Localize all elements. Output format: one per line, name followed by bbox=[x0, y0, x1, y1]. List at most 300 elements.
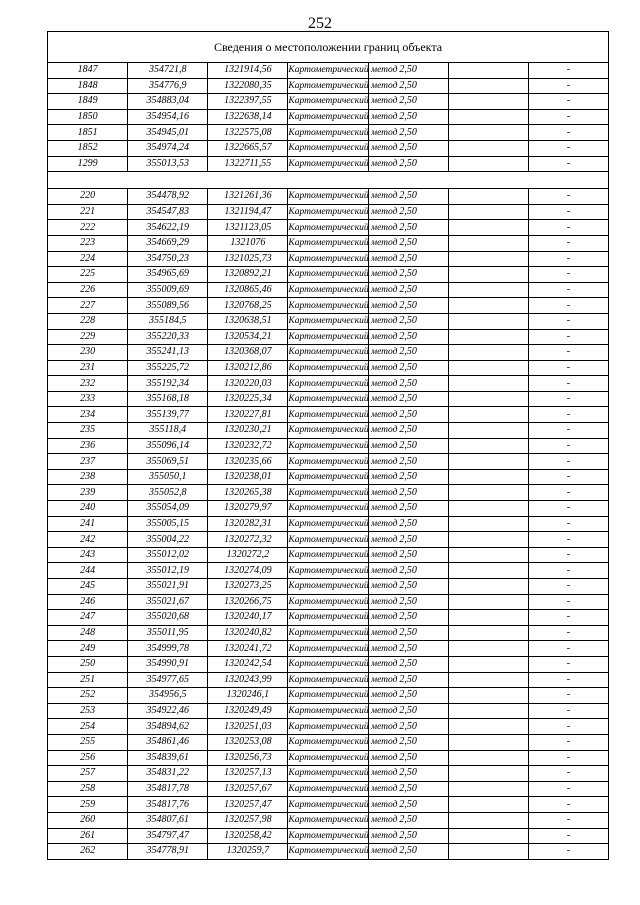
x-coordinate-cell: 355225,72 bbox=[128, 360, 208, 376]
y-coordinate-cell: 1320220,03 bbox=[208, 376, 288, 392]
table-row bbox=[48, 156, 609, 172]
point-number-cell: 240 bbox=[48, 501, 128, 517]
description-cell bbox=[448, 797, 528, 813]
method-cell: Картометрический метод bbox=[288, 251, 368, 267]
description-cell bbox=[448, 719, 528, 735]
accuracy-cell: 2,50 bbox=[368, 812, 448, 828]
point-number-cell: 253 bbox=[48, 703, 128, 719]
method-cell: Картометрический метод bbox=[288, 454, 368, 470]
y-coordinate-cell: 1320865,46 bbox=[208, 282, 288, 298]
accuracy-cell: 2,50 bbox=[368, 703, 448, 719]
accuracy-cell: 2,50 bbox=[368, 94, 448, 110]
method-cell: Картометрический метод bbox=[288, 423, 368, 439]
point-number-cell: 249 bbox=[48, 641, 128, 657]
method-cell: Картометрический метод bbox=[288, 812, 368, 828]
note-cell: - bbox=[528, 235, 608, 251]
table-header-row bbox=[48, 32, 609, 63]
description-cell bbox=[448, 329, 528, 345]
note-cell: - bbox=[528, 189, 608, 205]
table-row bbox=[48, 94, 609, 110]
accuracy-cell: 2,50 bbox=[368, 156, 448, 172]
note-cell: - bbox=[528, 298, 608, 314]
method-cell: Картометрический метод bbox=[288, 501, 368, 517]
point-number-cell: 1849 bbox=[48, 94, 128, 110]
note-cell: - bbox=[528, 672, 608, 688]
y-coordinate-cell: 1320212,86 bbox=[208, 360, 288, 376]
note-cell: - bbox=[528, 454, 608, 470]
method-cell: Картометрический метод bbox=[288, 563, 368, 579]
description-cell bbox=[448, 828, 528, 844]
description-cell bbox=[448, 501, 528, 517]
accuracy-cell: 2,50 bbox=[368, 125, 448, 141]
method-cell: Картометрический метод bbox=[288, 750, 368, 766]
accuracy-cell: 2,50 bbox=[368, 766, 448, 782]
point-number-cell: 228 bbox=[48, 313, 128, 329]
y-coordinate-cell: 1320225,34 bbox=[208, 391, 288, 407]
accuracy-cell: 2,50 bbox=[368, 140, 448, 156]
point-number-cell: 227 bbox=[48, 298, 128, 314]
point-number-cell: 237 bbox=[48, 454, 128, 470]
note-cell: - bbox=[528, 703, 608, 719]
method-cell: Картометрический метод bbox=[288, 156, 368, 172]
note-cell: - bbox=[528, 94, 608, 110]
x-coordinate-cell: 355096,14 bbox=[128, 438, 208, 454]
y-coordinate-cell: 1320240,82 bbox=[208, 625, 288, 641]
point-number-cell: 1850 bbox=[48, 109, 128, 125]
method-cell: Картометрический метод bbox=[288, 594, 368, 610]
y-coordinate-cell: 1322397,55 bbox=[208, 94, 288, 110]
accuracy-cell: 2,50 bbox=[368, 423, 448, 439]
accuracy-cell: 2,50 bbox=[368, 828, 448, 844]
method-cell: Картометрический метод bbox=[288, 688, 368, 704]
table-row bbox=[48, 469, 609, 485]
description-cell bbox=[448, 235, 528, 251]
table-row bbox=[48, 781, 609, 797]
accuracy-cell: 2,50 bbox=[368, 329, 448, 345]
note-cell: - bbox=[528, 313, 608, 329]
note-cell: - bbox=[528, 109, 608, 125]
x-coordinate-cell: 354622,19 bbox=[128, 220, 208, 236]
x-coordinate-cell: 355005,15 bbox=[128, 516, 208, 532]
method-cell: Картометрический метод bbox=[288, 189, 368, 205]
description-cell bbox=[448, 360, 528, 376]
y-coordinate-cell: 1322080,35 bbox=[208, 78, 288, 94]
accuracy-cell: 2,50 bbox=[368, 391, 448, 407]
method-cell: Картометрический метод bbox=[288, 625, 368, 641]
method-cell: Картометрический метод bbox=[288, 125, 368, 141]
note-cell: - bbox=[528, 423, 608, 439]
description-cell bbox=[448, 594, 528, 610]
y-coordinate-cell: 1320256,73 bbox=[208, 750, 288, 766]
description-cell bbox=[448, 78, 528, 94]
boundary-table-body bbox=[48, 32, 609, 860]
accuracy-cell: 2,50 bbox=[368, 797, 448, 813]
x-coordinate-cell: 354839,61 bbox=[128, 750, 208, 766]
point-number-cell: 252 bbox=[48, 688, 128, 704]
table-row bbox=[48, 703, 609, 719]
method-cell: Картометрический метод bbox=[288, 579, 368, 595]
description-cell bbox=[448, 812, 528, 828]
description-cell bbox=[448, 610, 528, 626]
y-coordinate-cell: 1320243,99 bbox=[208, 672, 288, 688]
method-cell: Картометрический метод bbox=[288, 204, 368, 220]
point-number-cell: 1847 bbox=[48, 63, 128, 79]
y-coordinate-cell: 1320368,07 bbox=[208, 345, 288, 361]
description-cell bbox=[448, 454, 528, 470]
description-cell bbox=[448, 579, 528, 595]
note-cell: - bbox=[528, 766, 608, 782]
note-cell: - bbox=[528, 282, 608, 298]
note-cell: - bbox=[528, 734, 608, 750]
x-coordinate-cell: 355192,34 bbox=[128, 376, 208, 392]
y-coordinate-cell: 1320892,21 bbox=[208, 267, 288, 283]
accuracy-cell: 2,50 bbox=[368, 563, 448, 579]
note-cell: - bbox=[528, 828, 608, 844]
note-cell: - bbox=[528, 563, 608, 579]
note-cell: - bbox=[528, 360, 608, 376]
y-coordinate-cell: 1320258,42 bbox=[208, 828, 288, 844]
point-number-cell: 244 bbox=[48, 563, 128, 579]
accuracy-cell: 2,50 bbox=[368, 656, 448, 672]
y-coordinate-cell: 1320259,7 bbox=[208, 844, 288, 860]
note-cell: - bbox=[528, 376, 608, 392]
table-row bbox=[48, 360, 609, 376]
accuracy-cell: 2,50 bbox=[368, 734, 448, 750]
method-cell: Картометрический метод bbox=[288, 78, 368, 94]
x-coordinate-cell: 355009,69 bbox=[128, 282, 208, 298]
point-number-cell: 260 bbox=[48, 812, 128, 828]
description-cell bbox=[448, 532, 528, 548]
table-title: Сведения о местоположении границ объекта bbox=[48, 32, 609, 63]
table-row bbox=[48, 329, 609, 345]
note-cell: - bbox=[528, 156, 608, 172]
table-row bbox=[48, 750, 609, 766]
accuracy-cell: 2,50 bbox=[368, 501, 448, 517]
note-cell: - bbox=[528, 797, 608, 813]
method-cell: Картометрический метод bbox=[288, 641, 368, 657]
y-coordinate-cell: 1322665,57 bbox=[208, 140, 288, 156]
x-coordinate-cell: 354990,91 bbox=[128, 656, 208, 672]
note-cell: - bbox=[528, 140, 608, 156]
method-cell: Картометрический метод bbox=[288, 109, 368, 125]
accuracy-cell: 2,50 bbox=[368, 345, 448, 361]
point-number-cell: 259 bbox=[48, 797, 128, 813]
point-number-cell: 256 bbox=[48, 750, 128, 766]
x-coordinate-cell: 355013,53 bbox=[128, 156, 208, 172]
y-coordinate-cell: 1320257,67 bbox=[208, 781, 288, 797]
description-cell bbox=[448, 516, 528, 532]
note-cell: - bbox=[528, 501, 608, 517]
description-cell bbox=[448, 641, 528, 657]
y-coordinate-cell: 1320227,81 bbox=[208, 407, 288, 423]
table-row bbox=[48, 140, 609, 156]
x-coordinate-cell: 354750,23 bbox=[128, 251, 208, 267]
page-number: 252 bbox=[308, 15, 332, 32]
y-coordinate-cell: 1320235,66 bbox=[208, 454, 288, 470]
method-cell: Картометрический метод bbox=[288, 703, 368, 719]
note-cell: - bbox=[528, 516, 608, 532]
method-cell: Картометрический метод bbox=[288, 656, 368, 672]
note-cell: - bbox=[528, 547, 608, 563]
x-coordinate-cell: 354478,92 bbox=[128, 189, 208, 205]
x-coordinate-cell: 355054,09 bbox=[128, 501, 208, 517]
method-cell: Картометрический метод bbox=[288, 235, 368, 251]
y-coordinate-cell: 1320257,13 bbox=[208, 766, 288, 782]
note-cell: - bbox=[528, 532, 608, 548]
y-coordinate-cell: 1320257,47 bbox=[208, 797, 288, 813]
point-number-cell: 221 bbox=[48, 204, 128, 220]
point-number-cell: 248 bbox=[48, 625, 128, 641]
y-coordinate-cell: 1320246,1 bbox=[208, 688, 288, 704]
method-cell: Картометрический метод bbox=[288, 719, 368, 735]
accuracy-cell: 2,50 bbox=[368, 844, 448, 860]
x-coordinate-cell: 355241,13 bbox=[128, 345, 208, 361]
accuracy-cell: 2,50 bbox=[368, 781, 448, 797]
accuracy-cell: 2,50 bbox=[368, 189, 448, 205]
x-coordinate-cell: 354807,61 bbox=[128, 812, 208, 828]
accuracy-cell: 2,50 bbox=[368, 282, 448, 298]
table-row bbox=[48, 220, 609, 236]
accuracy-cell: 2,50 bbox=[368, 672, 448, 688]
point-number-cell: 222 bbox=[48, 220, 128, 236]
table-row bbox=[48, 438, 609, 454]
method-cell: Картометрический метод bbox=[288, 282, 368, 298]
method-cell: Картометрический метод bbox=[288, 376, 368, 392]
description-cell bbox=[448, 688, 528, 704]
table-row bbox=[48, 719, 609, 735]
note-cell: - bbox=[528, 469, 608, 485]
table-row bbox=[48, 345, 609, 361]
table-row bbox=[48, 812, 609, 828]
description-cell bbox=[448, 251, 528, 267]
method-cell: Картометрический метод bbox=[288, 313, 368, 329]
y-coordinate-cell: 1320534,21 bbox=[208, 329, 288, 345]
table-row bbox=[48, 641, 609, 657]
note-cell: - bbox=[528, 63, 608, 79]
point-number-cell: 229 bbox=[48, 329, 128, 345]
table-row bbox=[48, 516, 609, 532]
description-cell bbox=[448, 563, 528, 579]
note-cell: - bbox=[528, 781, 608, 797]
accuracy-cell: 2,50 bbox=[368, 610, 448, 626]
method-cell: Картометрический метод bbox=[288, 329, 368, 345]
table-row bbox=[48, 109, 609, 125]
description-cell bbox=[448, 204, 528, 220]
table-row bbox=[48, 688, 609, 704]
table-row bbox=[48, 547, 609, 563]
point-number-cell: 242 bbox=[48, 532, 128, 548]
note-cell: - bbox=[528, 688, 608, 704]
x-coordinate-cell: 354831,22 bbox=[128, 766, 208, 782]
accuracy-cell: 2,50 bbox=[368, 438, 448, 454]
method-cell: Картометрический метод bbox=[288, 797, 368, 813]
x-coordinate-cell: 354922,46 bbox=[128, 703, 208, 719]
x-coordinate-cell: 354721,8 bbox=[128, 63, 208, 79]
y-coordinate-cell: 1321914,56 bbox=[208, 63, 288, 79]
accuracy-cell: 2,50 bbox=[368, 750, 448, 766]
note-cell: - bbox=[528, 641, 608, 657]
point-number-cell: 223 bbox=[48, 235, 128, 251]
note-cell: - bbox=[528, 750, 608, 766]
note-cell: - bbox=[528, 844, 608, 860]
accuracy-cell: 2,50 bbox=[368, 532, 448, 548]
accuracy-cell: 2,50 bbox=[368, 547, 448, 563]
method-cell: Картометрический метод bbox=[288, 485, 368, 501]
method-cell: Картометрический метод bbox=[288, 766, 368, 782]
description-cell bbox=[448, 220, 528, 236]
point-number-cell: 224 bbox=[48, 251, 128, 267]
table-row bbox=[48, 594, 609, 610]
x-coordinate-cell: 355118,4 bbox=[128, 423, 208, 439]
y-coordinate-cell: 1320238,01 bbox=[208, 469, 288, 485]
description-cell bbox=[448, 844, 528, 860]
point-number-cell: 241 bbox=[48, 516, 128, 532]
point-number-cell: 261 bbox=[48, 828, 128, 844]
description-cell bbox=[448, 376, 528, 392]
y-coordinate-cell: 1320230,21 bbox=[208, 423, 288, 439]
x-coordinate-cell: 354547,83 bbox=[128, 204, 208, 220]
description-cell bbox=[448, 140, 528, 156]
accuracy-cell: 2,50 bbox=[368, 235, 448, 251]
y-coordinate-cell: 1320242,54 bbox=[208, 656, 288, 672]
point-number-cell: 243 bbox=[48, 547, 128, 563]
section-separator-row bbox=[48, 172, 609, 189]
y-coordinate-cell: 1320768,25 bbox=[208, 298, 288, 314]
note-cell: - bbox=[528, 267, 608, 283]
table-row bbox=[48, 844, 609, 860]
point-number-cell: 254 bbox=[48, 719, 128, 735]
x-coordinate-cell: 355052,8 bbox=[128, 485, 208, 501]
point-number-cell: 250 bbox=[48, 656, 128, 672]
table-row bbox=[48, 125, 609, 141]
y-coordinate-cell: 1320253,08 bbox=[208, 734, 288, 750]
method-cell: Картометрический метод bbox=[288, 391, 368, 407]
y-coordinate-cell: 1320638,51 bbox=[208, 313, 288, 329]
accuracy-cell: 2,50 bbox=[368, 407, 448, 423]
x-coordinate-cell: 355168,18 bbox=[128, 391, 208, 407]
point-number-cell: 1299 bbox=[48, 156, 128, 172]
description-cell bbox=[448, 282, 528, 298]
x-coordinate-cell: 354974,24 bbox=[128, 140, 208, 156]
description-cell bbox=[448, 781, 528, 797]
method-cell: Картометрический метод bbox=[288, 94, 368, 110]
table-row bbox=[48, 610, 609, 626]
y-coordinate-cell: 1321076 bbox=[208, 235, 288, 251]
description-cell bbox=[448, 672, 528, 688]
accuracy-cell: 2,50 bbox=[368, 220, 448, 236]
note-cell: - bbox=[528, 220, 608, 236]
x-coordinate-cell: 354956,5 bbox=[128, 688, 208, 704]
accuracy-cell: 2,50 bbox=[368, 516, 448, 532]
y-coordinate-cell: 1320282,31 bbox=[208, 516, 288, 532]
y-coordinate-cell: 1320274,09 bbox=[208, 563, 288, 579]
method-cell: Картометрический метод bbox=[288, 140, 368, 156]
description-cell bbox=[448, 94, 528, 110]
accuracy-cell: 2,50 bbox=[368, 376, 448, 392]
method-cell: Картометрический метод bbox=[288, 63, 368, 79]
table-row bbox=[48, 828, 609, 844]
x-coordinate-cell: 354977,65 bbox=[128, 672, 208, 688]
y-coordinate-cell: 1320257,98 bbox=[208, 812, 288, 828]
x-coordinate-cell: 355069,51 bbox=[128, 454, 208, 470]
y-coordinate-cell: 1322711,55 bbox=[208, 156, 288, 172]
point-number-cell: 232 bbox=[48, 376, 128, 392]
description-cell bbox=[448, 267, 528, 283]
method-cell: Картометрический метод bbox=[288, 298, 368, 314]
point-number-cell: 230 bbox=[48, 345, 128, 361]
point-number-cell: 236 bbox=[48, 438, 128, 454]
y-coordinate-cell: 1320232,72 bbox=[208, 438, 288, 454]
accuracy-cell: 2,50 bbox=[368, 625, 448, 641]
description-cell bbox=[448, 63, 528, 79]
point-number-cell: 1852 bbox=[48, 140, 128, 156]
description-cell bbox=[448, 125, 528, 141]
x-coordinate-cell: 354945,01 bbox=[128, 125, 208, 141]
table-row bbox=[48, 423, 609, 439]
method-cell: Картометрический метод bbox=[288, 547, 368, 563]
x-coordinate-cell: 355012,02 bbox=[128, 547, 208, 563]
y-coordinate-cell: 1322638,14 bbox=[208, 109, 288, 125]
note-cell: - bbox=[528, 125, 608, 141]
method-cell: Картометрический метод bbox=[288, 438, 368, 454]
x-coordinate-cell: 355004,22 bbox=[128, 532, 208, 548]
note-cell: - bbox=[528, 812, 608, 828]
x-coordinate-cell: 354778,91 bbox=[128, 844, 208, 860]
point-number-cell: 234 bbox=[48, 407, 128, 423]
point-number-cell: 246 bbox=[48, 594, 128, 610]
note-cell: - bbox=[528, 251, 608, 267]
x-coordinate-cell: 354669,29 bbox=[128, 235, 208, 251]
point-number-cell: 247 bbox=[48, 610, 128, 626]
y-coordinate-cell: 1320241,72 bbox=[208, 641, 288, 657]
table-row bbox=[48, 78, 609, 94]
x-coordinate-cell: 355021,91 bbox=[128, 579, 208, 595]
accuracy-cell: 2,50 bbox=[368, 579, 448, 595]
method-cell: Картометрический метод bbox=[288, 267, 368, 283]
method-cell: Картометрический метод bbox=[288, 672, 368, 688]
point-number-cell: 226 bbox=[48, 282, 128, 298]
accuracy-cell: 2,50 bbox=[368, 109, 448, 125]
table-row bbox=[48, 313, 609, 329]
x-coordinate-cell: 355020,68 bbox=[128, 610, 208, 626]
description-cell bbox=[448, 734, 528, 750]
description-cell bbox=[448, 625, 528, 641]
method-cell: Картометрический метод bbox=[288, 516, 368, 532]
point-number-cell: 238 bbox=[48, 469, 128, 485]
section-separator-cell bbox=[48, 172, 609, 189]
boundary-table bbox=[47, 31, 609, 860]
point-number-cell: 1851 bbox=[48, 125, 128, 141]
table-row bbox=[48, 797, 609, 813]
accuracy-cell: 2,50 bbox=[368, 251, 448, 267]
table-row bbox=[48, 267, 609, 283]
description-cell bbox=[448, 156, 528, 172]
method-cell: Картометрический метод bbox=[288, 360, 368, 376]
x-coordinate-cell: 354883,04 bbox=[128, 94, 208, 110]
table-row bbox=[48, 563, 609, 579]
table-row bbox=[48, 501, 609, 517]
accuracy-cell: 2,50 bbox=[368, 298, 448, 314]
table-row bbox=[48, 625, 609, 641]
table-row bbox=[48, 766, 609, 782]
accuracy-cell: 2,50 bbox=[368, 360, 448, 376]
table-row bbox=[48, 204, 609, 220]
point-number-cell: 251 bbox=[48, 672, 128, 688]
table-row bbox=[48, 235, 609, 251]
table-row bbox=[48, 251, 609, 267]
table-row bbox=[48, 734, 609, 750]
x-coordinate-cell: 354965,69 bbox=[128, 267, 208, 283]
